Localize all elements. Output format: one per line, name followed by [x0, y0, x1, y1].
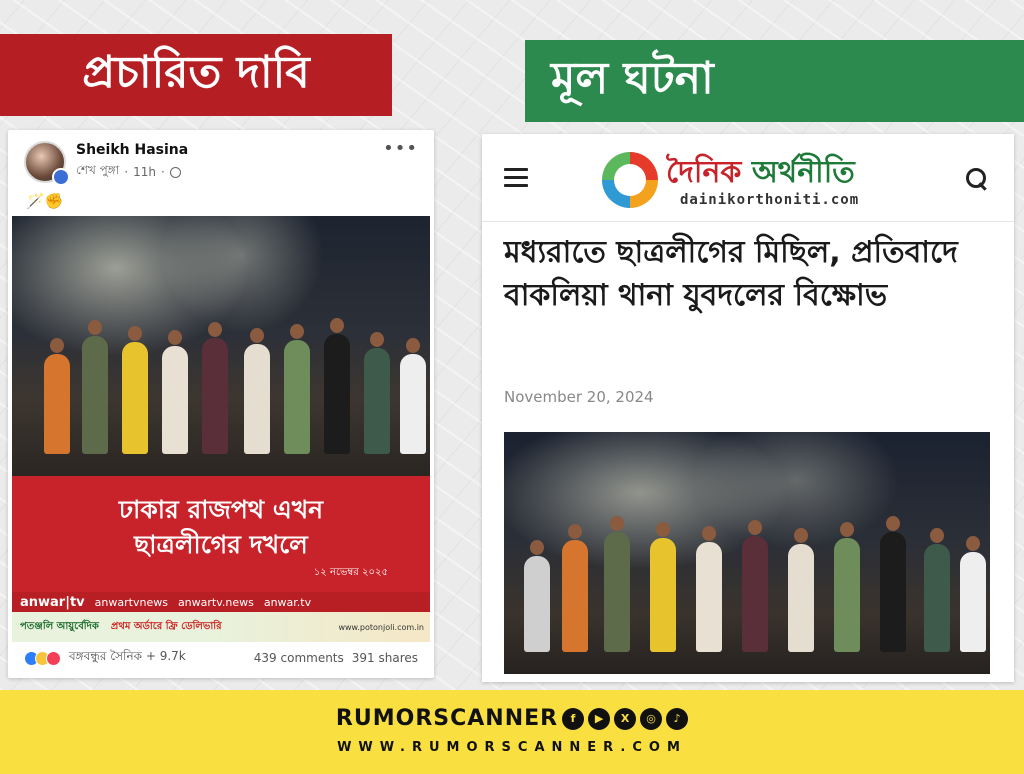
search-icon[interactable] [966, 168, 988, 190]
tv-logo: anwar|tv [20, 594, 85, 610]
site-name-part-1: দৈনিক [666, 155, 752, 190]
brand-row [0, 706, 1024, 731]
love-icon [46, 651, 61, 666]
tiktok-icon[interactable]: ♪ [666, 708, 688, 730]
article-headline: মধ্যরাতে ছাত্রলীগের মিছিল, প্রতিবাদে বাকলিয়া থানা যুবদলের বিক্ষোভ [504, 235, 958, 313]
post-author[interactable]: Sheikh Hasina [76, 142, 189, 158]
shares-count[interactable]: 391 shares [351, 651, 418, 665]
globe-icon [170, 167, 181, 178]
youtube-icon[interactable]: ▶ [588, 708, 610, 730]
caption-date: ১২ নভেম্বর ২০২৫ [313, 567, 388, 578]
reactor-summary[interactable]: বঙ্গবন্ধুর সৈনিক + 9.7k [69, 649, 186, 663]
instagram-icon[interactable]: ◎ [640, 708, 662, 730]
post-photo[interactable] [12, 216, 430, 476]
tv-link-3: anwar.tv [263, 595, 312, 609]
x-icon[interactable]: X [614, 708, 636, 730]
post-meta: শেখ পুঙ্গা · 11h · [76, 162, 181, 182]
ad-mid: প্রথম অর্ডারে ফ্রি ডেলিভারি [110, 620, 222, 632]
site-logo-icon[interactable] [602, 152, 658, 208]
hamburger-menu-icon[interactable] [504, 168, 528, 188]
article-date: November 20, 2024 [504, 388, 654, 406]
site-name-part-2: অর্থনীতি [751, 155, 855, 190]
post-footer [24, 648, 418, 668]
claimed-banner-text: প্রচারিত দাবি [82, 46, 310, 98]
post-caption-box [12, 476, 430, 592]
crowd-illustration [12, 304, 430, 454]
caption-line-1: ঢাকার রাজপথ এখন [118, 495, 324, 524]
actual-banner-text: মূল ঘটনা [551, 52, 714, 104]
news-article-card [482, 134, 1014, 682]
site-header [482, 134, 1014, 222]
verified-badge-icon [52, 168, 70, 186]
brand-footer [0, 690, 1024, 774]
article-photo[interactable] [504, 432, 990, 674]
post-time[interactable]: 11h [133, 165, 156, 179]
ad-strip [12, 612, 430, 642]
reactions[interactable] [24, 651, 57, 666]
ad-left: পতঞ্জলি আয়ুর্বেদিক [20, 620, 99, 632]
brand-url[interactable]: WWW.RUMORSCANNER.COM [337, 740, 687, 755]
more-options-icon[interactable]: ••• [383, 138, 418, 159]
caption-line-2: ছাত্রলীগের দখলে [134, 530, 308, 559]
crowd-illustration [504, 502, 990, 652]
claimed-banner [0, 34, 392, 116]
comments-count[interactable]: 439 comments [253, 651, 344, 665]
ad-right: www.potonjoli.com.in [338, 622, 424, 632]
site-domain: dainikorthoniti.com [680, 192, 860, 208]
post-emoji: 🪄✊ [26, 192, 64, 210]
post-sub: শেখ পুঙ্গা [76, 163, 120, 177]
brand-name: RUMORSCANNER [335, 706, 559, 731]
facebook-post-card [8, 130, 434, 678]
tv-link-2: anwartv.news [177, 595, 254, 609]
tv-link-strip [12, 592, 430, 612]
tv-link-1: anwartvnews [94, 595, 168, 609]
post-caption [12, 492, 430, 562]
facebook-icon[interactable]: f [562, 708, 584, 730]
actual-banner [525, 40, 1024, 122]
